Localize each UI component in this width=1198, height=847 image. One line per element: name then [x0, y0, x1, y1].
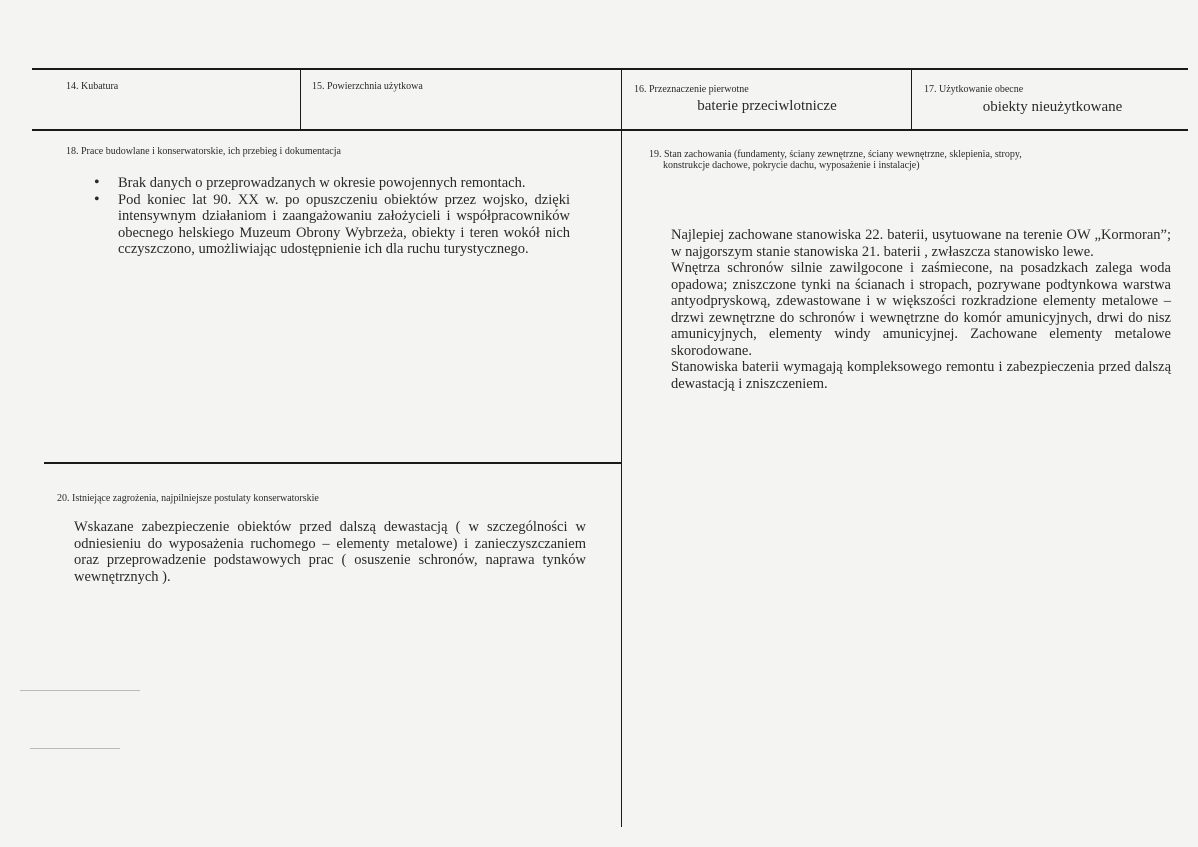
field-16-value: baterie przeciwlotnicze [697, 98, 837, 114]
section-20-label: 20. Istniejące zagrożenia, najpilniejsze postulaty konserwatorskie [57, 493, 319, 504]
section-20-content: Wskazane zabezpieczenie obiektów przed dalszą dewastacją ( w szczególności w odniesieniu do wyposażenia ruchomego – elementy metalowe) i zanieczyszczaniem oraz przeprowadzenie podstawowych prac ( osuszenie schronów, naprawa tynków wewnętrznych ). [74, 519, 586, 585]
section-18-20-divider [44, 462, 622, 464]
section-19-label-line1: 19. Stan zachowania (fundamenty, ściany zewnętrzne, ściany wewnętrzne, sklepienia, stropy, [649, 149, 1022, 160]
row-divider-line [32, 129, 1188, 131]
section-18-label: 18. Prace budowlane i konserwatorskie, ich przebieg i dokumentacja [66, 146, 341, 157]
section-18-content [90, 175, 570, 258]
section-19-paragraph: Wnętrza schronów silnie zawilgocone i zaśmiecone, na posadzkach zalega woda opadowa; zniszczone tynki na ścianach i stropach, pozrywane podtynkowa warstwa antyodpryskową, zdewastowane i w większości rozkradzione elementy metalowe – drzwi zewnętrzne do schronów i wewnętrzne do komór amunicyjnych, drwi do nisz amunicyjnych, elementy windy amunicyjnej. Zachowane elementy metalowe skorodowane. [671, 260, 1171, 359]
top-border-line [32, 68, 1188, 70]
scan-artifact [30, 748, 120, 749]
divider-14-15 [300, 68, 301, 130]
list-item: • Pod koniec lat 90. XX w. po opuszczeniu obiektów przez wojsko, dzięki intensywnym działaniom i zaangażowaniu założycieli i współpracowników obecnego helskiego Muzeum Obrony Wybrzeża, obiekty i teren wokół nich cczyszczono, umożliwiając udostępnienie ich dla ruchu turystycznego. [118, 192, 570, 258]
field-15-label: 15. Powierzchnia użytkowa [312, 81, 423, 92]
field-17-value: obiekty nieużytkowane [982, 99, 1123, 115]
section-19-content [671, 227, 1171, 392]
scan-artifact [20, 690, 140, 691]
section-19-label-line2: konstrukcje dachowe, pokrycie dachu, wyposażenie i instalacje) [663, 160, 920, 171]
list-item: • Brak danych o przeprowadzanych w okresie powojennych remontach. [118, 175, 570, 192]
section-19-paragraph: Stanowiska baterii wymagają kompleksowego remontu i zabezpieczenia przed dalszą dewastacją i zniszczeniem. [671, 359, 1171, 392]
field-17-label: 17. Użytkowanie obecne [924, 84, 1024, 95]
field-16-label: 16. Przeznaczenie pierwotne [634, 84, 749, 95]
field-14-label: 14. Kubatura [66, 81, 119, 92]
section-19-paragraph: Najlepiej zachowane stanowiska 22. baterii, usytuowane na terenie OW „Kormoran”; w najgorszym stanie stanowiska 21. baterii , zwłaszcza stanowisko lewe. [671, 227, 1171, 260]
center-vertical-line [621, 130, 622, 827]
section-18-bullet-list [90, 175, 570, 258]
